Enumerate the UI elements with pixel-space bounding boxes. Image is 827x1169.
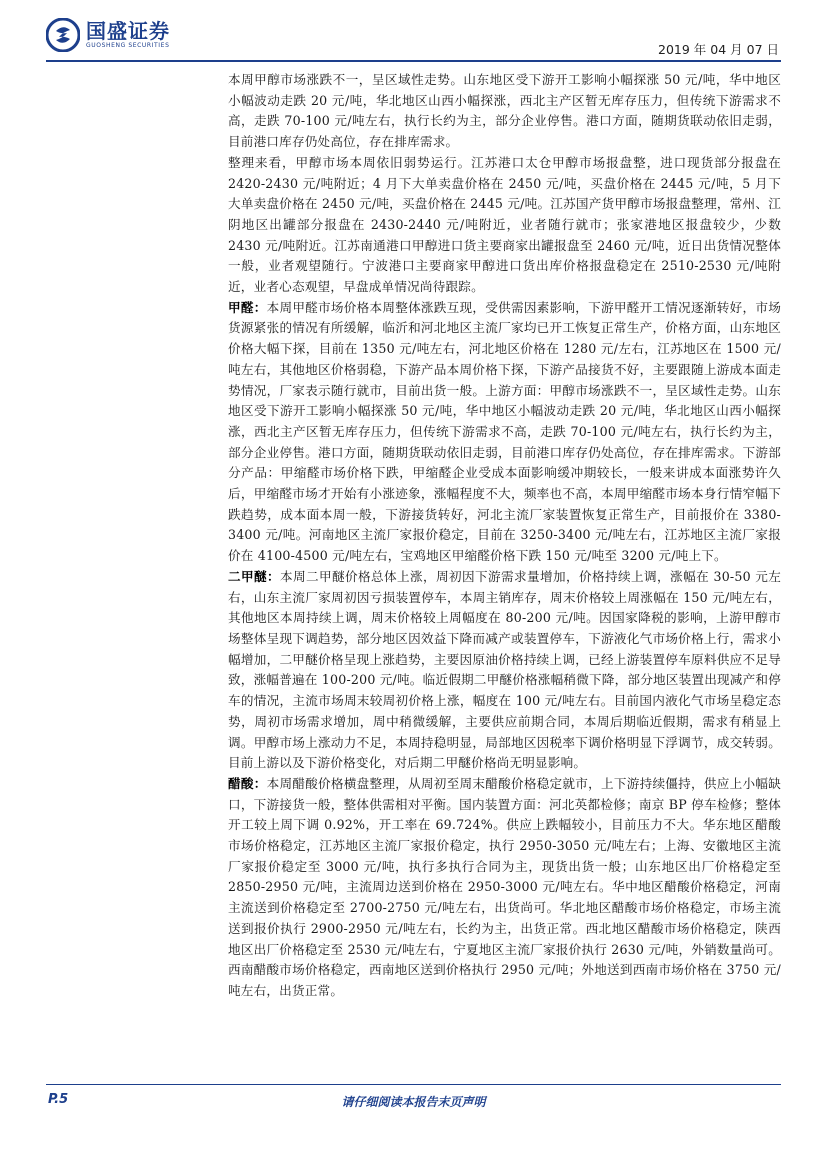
- paragraph-dme: [228, 567, 781, 774]
- paragraph-lead: 二甲醚：: [228, 568, 281, 584]
- paragraph-formaldehyde: [228, 298, 781, 567]
- footer-divider: [46, 1084, 781, 1085]
- brand-subtitle: GUOSHENG SECURITIES: [86, 42, 170, 49]
- paragraph-text: 本周甲醛市场价格本周整体涨跌互现，受供需因素影响，下游甲醛开工情况逐渐转好，市场货源紧张的情况有所缓解，临沂和河北地区主流厂家均已开工恢复正常生产，价格方面，山东地区价格大幅下探，目前在 1350 元/吨左右，河北地区价格在 1280 元/左右，江苏地区在 1500 元/吨左右，其他地区价格弱稳，下游产品本周价格下探，下游产品接货不好，主要跟随上游成本面走势情况，厂家表示随行就市，目前出货一般。上游方面：甲醇市场涨跌不一，呈区域性走势。山东地区受下游开工影响小幅探涨 50 元/吨，华中地区小幅波动走跌 20 元/吨，华北地区山西小幅探涨，西北主产区暂无库存压力，但传统下游需求不高，走跌 70-100 元/吨左右，执行长约为主，部分企业停售。港口方面，随期货联动依旧走弱，目前港口库存仍处高位，存在排库需求。下游部分产品：甲缩醛市场价格下跌，甲缩醛企业受成本面影响缓冲期较长，一般来讲成本面涨势许久后，甲缩醛市场才开始有小涨迹象，涨幅程度不大，频率也不高，本周甲缩醛市场本身行情窄幅下跌趋势，成本面本周一般，下游接货转好，河北主流厂家装置恢复正常生产，目前报价在 3380-3400 元/吨。河南地区主流厂家报价稳定，目前在 3250-3400 元/吨左右，江苏地区主流厂家报价在 4100-4500 元/吨左右，宝鸡地区甲缩醛价格下跌 150 元/吨至 3200 元/吨上下。: [228, 299, 781, 564]
- paragraph-text: 整理来看，甲醇市场本周依旧弱势运行。江苏港口太仓甲醇市场报盘整，进口现货部分报盘在 2420-2430 元/吨附近；4 月下大单卖盘价格在 2450 元/吨，买盘价格在 2445 元/吨，5 月下大单卖盘价格在 2450 元/吨，买盘价格在 2445 元/吨。江苏国产货甲醇市场报盘整理，常州、江阴地区出罐部分报盘在 2430-2440 元/吨附近，业者随行就市；张家港地区报盘较少，少数 2430 元/吨附近。江苏南通港口甲醇进口货主要商家出罐报盘至 2460 元/吨，近日出货情况整体一般，业者观望随行。宁波港口主要商家甲醇进口货出库价格报盘稳定在 2510-2530 元/吨附近，业者心态观望，早盘成单情况尚待跟踪。: [228, 154, 781, 295]
- brand-logo: [46, 18, 170, 52]
- page-header: [0, 0, 827, 62]
- paragraph-lead: 醋酸：: [228, 775, 267, 791]
- paragraph-lead: 甲醛：: [228, 299, 267, 315]
- paragraph-text: 本周甲醇市场涨跌不一，呈区域性走势。山东地区受下游开工影响小幅探涨 50 元/吨，华中地区小幅波动走跌 20 元/吨，华北地区山西小幅探涨，西北主产区暂无库存压力，但传统下游需求不高，走跌 70-100 元/吨左右，执行长约为主，部分企业停售。港口方面，随期货联动依旧走弱，目前港口库存仍处高位，存在排库需求。: [228, 72, 781, 150]
- paragraph-methanol-summary: [228, 70, 781, 153]
- page-number: P.5: [48, 1092, 69, 1107]
- footer-disclaimer: 请仔细阅读本报告末页声明: [341, 1095, 486, 1109]
- brand-name: 国盛证券: [86, 19, 170, 43]
- brand-logo-icon: [46, 18, 80, 52]
- paragraph-text: 本周二甲醚价格总体上涨，周初因下游需求量增加，价格持续上调，涨幅在 30-50 元左右，山东主流厂家周初因亏损装置停车，本周主销库存，周末价格较上周涨幅在 150 元/吨左右，其他地区本周持续上调，周末价格较上周幅度在 80-200 元/吨。因国家降税的影响，上游甲醇市场整体呈现下调趋势，部分地区因效益下降而减产或装置停车，下游液化气市场价格上行，需求小幅增加，二甲醚价格呈现上涨趋势，主要因原油价格持续上调，已经上游装置停车原料供应不足导致，涨幅普遍在 100-200 元/吨。临近假期二甲醚价格涨幅稍微下降，部分地区装置出现减产和停车的情况，主流市场周末较周初价格上涨，幅度在 100 元/吨左右。目前国内液化气市场呈稳定态势，周初市场需求增加，周中稍微缓解，主要供应前期合同，本周后期临近假期，需求有稍显上调。甲醇市场上涨动力不足，本周持稳明显，局部地区因税率下调价格明显下浮调节，成交转弱。目前上游以及下游价格变化，对后期二甲醚价格尚无明显影响。: [228, 568, 781, 771]
- paragraph-methanol-port: [228, 153, 781, 298]
- paragraph-acetic-acid: [228, 774, 781, 1002]
- paragraph-text: 本周醋酸价格横盘整理，从周初至周末醋酸价格稳定就市，上下游持续僵持，供应上小幅缺口，下游接货一般，整体供需相对平衡。国内装置方面：河北英都检修；南京 BP 停车检修；整体开工较上周下调 0.92%，开工率在 69.724%。供应上跌幅较小，目前压力不大。华东地区醋酸市场价格稳定，江苏地区主流厂家报价稳定，执行 2950-3050 元/吨左右；上海、安徽地区主流厂家报价稳定至 3000 元/吨，执行多执行合同为主，现货出货一般；山东地区出厂价格稳定至 2850-2950 元/吨，主流周边送到价格在 2950-3000 元/吨左右。华中地区醋酸价格稳定，河南主流送到价格稳定至 2700-2750 元/吨左右，出货尚可。华北地区醋酸市场价格稳定，市场主流送到报价执行 2900-2950 元/吨左右，长约为主，出货正常。西北地区醋酸市场价格稳定，陕西地区出厂价格稳定至 2530 元/吨左右，宁夏地区主流厂家报价执行 2630 元/吨，外销数量尚可。西南醋酸市场价格稳定，西南地区送到价格执行 2950 元/吨；外地送到西南市场价格在 3750 元/吨左右，出货正常。: [228, 775, 781, 998]
- report-body: [228, 70, 781, 1002]
- report-date: 2019 年 04 月 07 日: [658, 42, 779, 57]
- header-divider: [46, 60, 781, 62]
